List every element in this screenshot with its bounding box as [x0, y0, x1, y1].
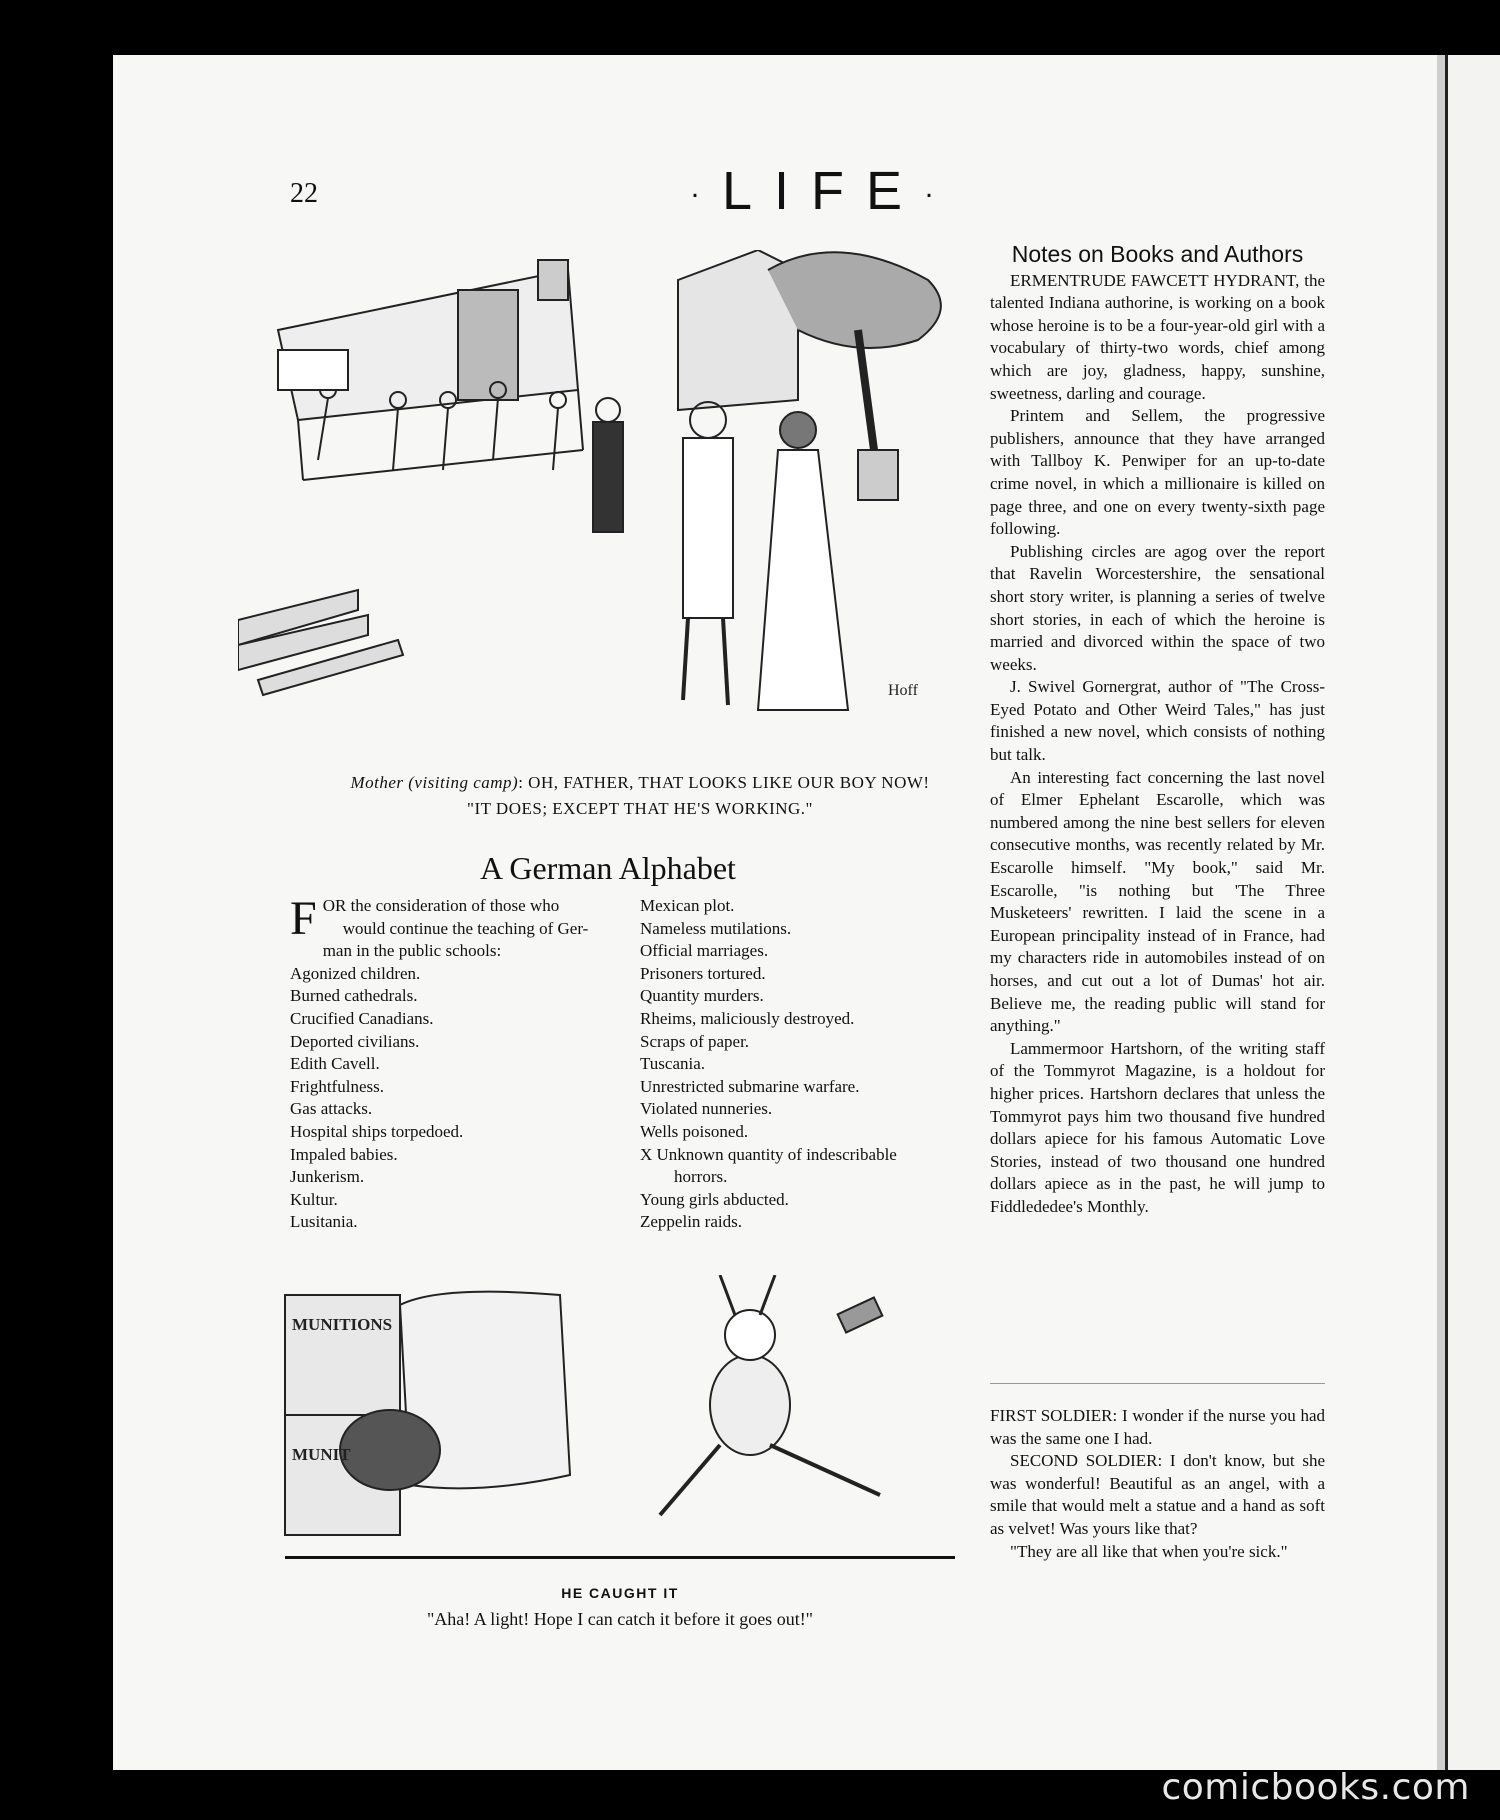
notes-paragraph: J. Swivel Gornergrat, author of "The Cross-Eyed Potato and Other Weird Tales," has just finished a new novel, which consists of nothing but talk.: [990, 677, 1325, 765]
next-page-edge: [1445, 55, 1500, 1770]
notes-paragraph: ERMENTRUDE FAWCETT HYDRANT, the talented Indiana authorine, is working on a book whose heroine is to be a four-year-old girl with a vocabulary of thirty-two words, chief among which are joy, gladness, happy, sunshine, sweetness, darling and courage.: [990, 270, 1325, 403]
notes-paragraph: An interesting fact concerning the last novel of Elmer Ephelant Escarolle, which was numbered among the nine best sellers for eleven consecutive months, was recently related by Mr. Escarolle himself. "My book," said Mr. Escarolle, "is nothing but 'The Three Musketeers' rewritten. I laid the scene in a European principality instead of in France, had my characters ride in automobiles instead of on horses, and cut out a lot of Dumas' hot air. Believe me, the reading public will stand for anything.": [990, 767, 1325, 1036]
bottom-rule: [285, 1556, 955, 1559]
notes-divider: [990, 1383, 1325, 1384]
bottom-caption-heading: HE CAUGHT IT: [561, 1585, 679, 1601]
page-edge: [1437, 55, 1445, 1770]
intro-line-1: OR the consideration of those who: [322, 896, 560, 915]
crate-label-munitions: MUNITIONS: [292, 1315, 393, 1334]
alphabet-item: Wells poisoned.: [640, 1121, 749, 1141]
alphabet-left-list: [290, 963, 625, 1234]
alphabet-item: Burned cathedrals.: [290, 986, 418, 1006]
masthead-title: LIFE: [722, 161, 925, 221]
crate-label-munit: MUNIT: [292, 1445, 351, 1464]
alphabet-item: Agonized children.: [290, 963, 421, 983]
alphabet-item: Official marriages.: [640, 941, 769, 961]
notes-paragraph: Printem and Sellem, the progressive publishers, announce that they have arranged with Tallboy K. Penwiper for an up-to-date crime novel, in which a millionaire is killed on page three, and one on every twenty-sixth page following.: [990, 406, 1325, 539]
alphabet-item: Deported civilians.: [290, 1031, 420, 1051]
alphabet-item: Edith Cavell.: [290, 1054, 380, 1074]
second-soldier-line: SECOND SOLDIER: I don't know, but she was wonderful! Beautiful as an angel, with a smile that would melt a statue and a hand as soft as velvet! Was yours like that?: [990, 1451, 1325, 1538]
caption-speaker: Mother: [350, 773, 404, 792]
caption-text-1: : OH, FATHER, THAT LOOKS LIKE OUR BOY NOW!: [518, 773, 930, 792]
first-soldier-line: FIRST SOLDIER: I wonder if the nurse you had was the same one I had.: [990, 1406, 1325, 1448]
closing-line: "They are all like that when you're sick.": [1010, 1541, 1288, 1561]
top-cartoon-caption: [250, 770, 1030, 822]
alphabet-item: Zeppelin raids.: [640, 1212, 742, 1232]
notes-column: [990, 243, 1325, 1219]
intro-line-3: man in the public schools:: [322, 941, 502, 961]
alphabet-intro: [290, 892, 625, 945]
alphabet-item: Nameless mutilations.: [640, 918, 792, 938]
he-caught-it-illustration: [280, 1275, 960, 1545]
bottom-cartoon-caption: [285, 1580, 955, 1632]
alphabet-item: Frightfulness.: [290, 1076, 384, 1096]
bottom-caption-text: "Aha! A light! Hope I can catch it before it goes out!": [426, 1609, 814, 1629]
alphabet-item: Gas attacks.: [290, 1099, 373, 1119]
alphabet-item: Tuscania.: [640, 1054, 706, 1074]
alphabet-left-column: [290, 892, 625, 1234]
soldiers-dialogue: [990, 1405, 1325, 1563]
alphabet-item: Violated nunneries.: [640, 1099, 773, 1119]
alphabet-item: Impaled babies.: [290, 1144, 398, 1164]
alphabet-item: X Unknown quantity of indescribable: [640, 1144, 897, 1164]
alphabet-right-list: [640, 895, 970, 1234]
notes-paragraph: Publishing circles are agog over the report that Ravelin Worcestershire, the sensational short story writer, is planning a series of twelve short stories, in each of which the heroine is married and divorced within the space of two weeks.: [990, 541, 1325, 674]
alphabet-item: horrors.: [674, 1167, 728, 1187]
caption-line-1: [250, 770, 1030, 796]
german-alphabet-title: A German Alphabet: [480, 850, 736, 886]
drop-cap-f: F: [290, 892, 317, 945]
alphabet-item: Hospital ships torpedoed.: [290, 1121, 464, 1141]
alphabet-item: Crucified Canadians.: [290, 1008, 434, 1028]
masthead: ·LIFE·: [690, 161, 957, 221]
alphabet-item: Lusitania.: [290, 1212, 358, 1232]
camp-cartoon-illustration: [238, 250, 958, 750]
alphabet-item: Prisoners tortured.: [640, 963, 766, 983]
notes-paragraph: Lammermoor Hartshorn, of the writing staff of the Tommyrot Magazine, is a holdout for higher prices. Hartshorn declares that unless the Tommyrot pays him two thousand five hundred dollars apiece for his famous Automatic Love Stories, instead of two thousand one hundred dollars apiece as in the past, he will jump to Fiddlededee's Monthly.: [990, 1038, 1325, 1216]
alphabet-item: Young girls abducted.: [640, 1189, 789, 1209]
alphabet-item: Rheims, maliciously destroyed.: [640, 1008, 855, 1028]
watermark: comicbooks.com: [1161, 1767, 1470, 1808]
cartoon-signature: Hoff: [888, 682, 918, 699]
alphabet-item: Unrestricted submarine warfare.: [640, 1076, 860, 1096]
alphabet-item: Mexican plot.: [640, 896, 735, 915]
caption-paren: (visiting camp): [408, 773, 519, 792]
caption-line-2: "IT DOES; EXCEPT THAT HE'S WORKING.": [467, 799, 813, 818]
alphabet-item: Kultur.: [290, 1189, 338, 1209]
page-number: 22: [290, 178, 318, 209]
alphabet-right-column: [640, 895, 970, 1234]
alphabet-item: Scraps of paper.: [640, 1031, 750, 1051]
notes-title: Notes on Books and Authors: [1011, 241, 1304, 267]
alphabet-item: Quantity murders.: [640, 986, 764, 1006]
intro-line-2: would continue the teaching of Ger-: [342, 918, 589, 938]
alphabet-item: Junkerism.: [290, 1167, 365, 1187]
